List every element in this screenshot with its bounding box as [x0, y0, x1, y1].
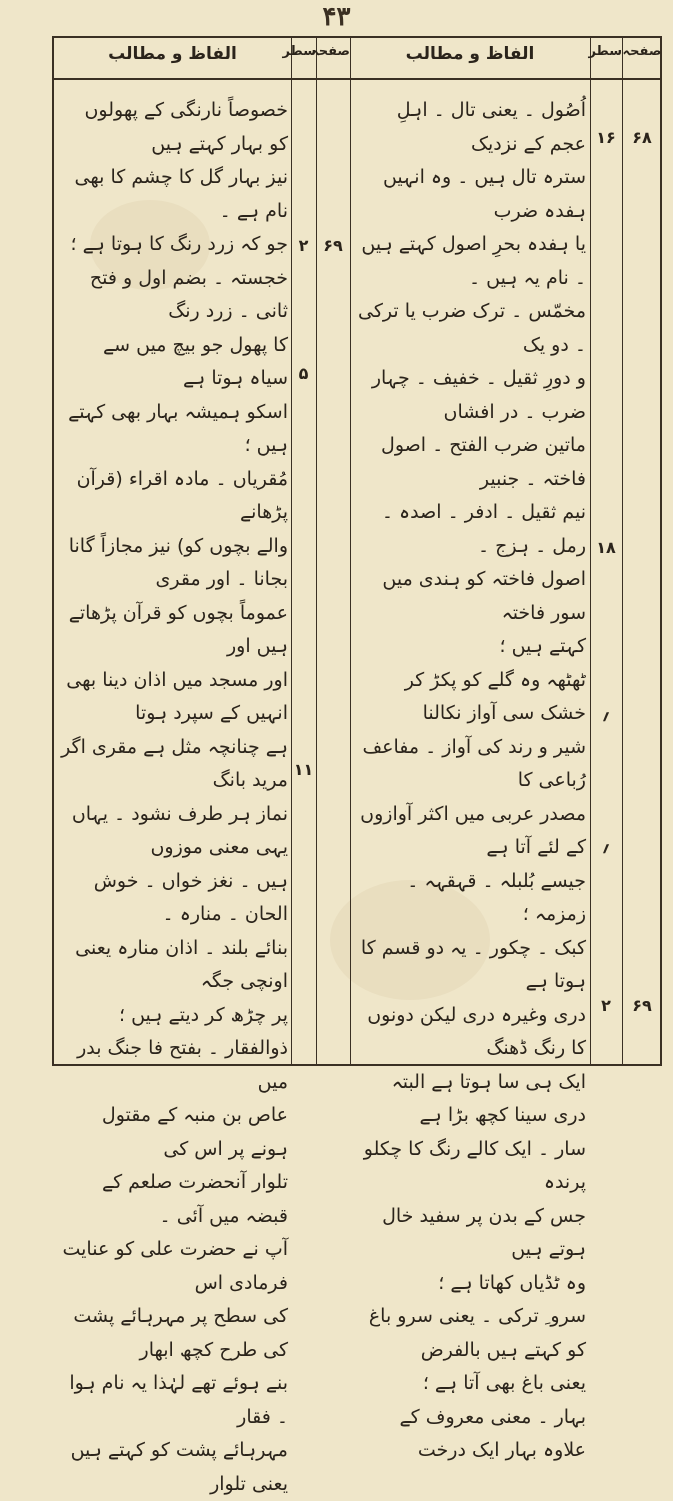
right-line-number-4: ؍	[601, 838, 611, 857]
left-line-number-2: ۵	[298, 364, 309, 383]
header-line-left: سطر	[282, 44, 316, 59]
right-line-number-1: ۱۶	[596, 128, 616, 147]
table-frame	[52, 36, 662, 1495]
right-page-number-5: ۶۹	[632, 996, 652, 1015]
left-line-number-1: ۲	[298, 236, 309, 255]
left-column-text: خصوصاً نارنگی کے پھولوں کو بہار کہتے ہیں نیز بہار گل کا چشم کا بھی نام ہے ۔ جو کہ زرد رنگ کا ہوتا ہے ؛ خجستہ ۔ بضم اول و فتح ثانی ۔ زرد رنگ کا پھول جو بیچ میں سے سیاہ ہوتا ہے اسکو ہمیشہ بہار بھی کہتے ہیں ؛ مُقریاں ۔ مادہ اقراء (قرآن پڑھانے والے بچوں کو) نیز مجازاً گانا بجانا ۔ اور مقری عموماً بچوں کو قرآن پڑھاتے ہیں اور اور مسجد میں اذان دینا بھی انہیں کے سپرد ہوتا ہے چنانچہ مثل ہے مقری اگر مرید بانگ نماز ہر طرف نشود ۔ یہاں یہی معنی موزوں ہیں ۔ نغز خواں ۔ خوش الحان ۔ منارہ ۔ بنائے بلند ۔ اذان منارہ یعنی اونچی جگہ پر چڑھ کر دیتے ہیں ؛ ذوالفقار ۔ بفتح فا جنگ بدر میں عاص بن منبہ کے مقتول ہونے پر اس کی تلوار آنحضرت صلعم کے قبضہ میں آئی ۔ آپ نے حضرت علی کو عنایت فرمادی اس کی سطح پر مہرہائے پشت کی طرح کچھ ابھار بنے ہوئے تھے لہٰذا یہ نام ہوا ۔ فقار مہرہائے پشت کو کہتے ہیں یعنی تلوار	[61, 99, 288, 1495]
header-words-right: الفاظ و مطالب	[405, 44, 535, 64]
right-line-number-3: ؍	[601, 706, 611, 725]
right-line-number-2: ۱۸	[596, 538, 616, 557]
column-divider	[350, 38, 351, 1064]
header-line-right: سطر	[588, 44, 622, 59]
page-number: ۴۳	[322, 2, 351, 32]
left-page-number-1: ۶۹	[323, 236, 343, 255]
left-line-number-3: ۱۱	[293, 760, 314, 779]
header-words-left: الفاظ و مطالب	[108, 44, 237, 64]
header-rule	[54, 78, 660, 80]
right-line-number-5: ۲	[601, 996, 611, 1015]
column-divider	[622, 38, 623, 1064]
header-page-left: صفحہ	[311, 44, 350, 59]
header-page-right: صفحہ	[622, 44, 662, 59]
right-column-text: اُصُول ۔ یعنی تال ۔ اہلِ عجم کے نزدیک سترہ تال ہیں ۔ وہ انہیں ہفدہ ضرب یا ہفدہ بحرِ اصول کہتے ہیں ۔ نام یہ ہیں ۔ مخمّس ۔ ترک ضرب یا ترکی ۔ دو یک و دورِ ثقیل ۔ خفیف ۔ چہار ضرب ۔ در افشاں ماتین ضرب الفتح ۔ اصول فاختہ ۔ جنبیر نیم ثقیل ۔ ادفر ۔ اصدہ ۔ رمل ۔ ہزج ۔ اصول فاختہ کو ہندی میں سور فاختہ کہتے ہیں ؛ ٹھٹھہ وہ گلے کو پکڑ کر خشک سی آواز نکالنا شیر و رند کی آواز ۔ مفاعف رُباعی کا مصدر عربی میں اکثر آوازوں کے لئے آتا ہے جیسے بُلبلہ ۔ قہقہہ ۔ زمزمہ ؛ کبک ۔ چکور ۔ یہ دو قسم کا ہوتا ہے دری وغیرہ دری لیکن دونوں کا رنگ ڈھنگ ایک ہی سا ہوتا ہے البتہ دری سینا کچھ بڑا ہے سار ۔ ایک کالے رنگ کا چکلو پرندہ جس کے بدن پر سفید خال ہوتے ہیں وہ ٹڈیاں کھاتا ہے ؛ سرو ِ ترکی ۔ یعنی سرو باغ کو کہتے ہیں بالفرض یعنی باغ بھی آتا ہے ؛ بہار ۔ معنی معروف کے علاوہ بہار ایک درخت	[358, 99, 586, 1461]
right-page-number-1: ۶۸	[632, 128, 652, 147]
column-divider	[291, 38, 292, 1064]
column-divider	[316, 38, 317, 1064]
